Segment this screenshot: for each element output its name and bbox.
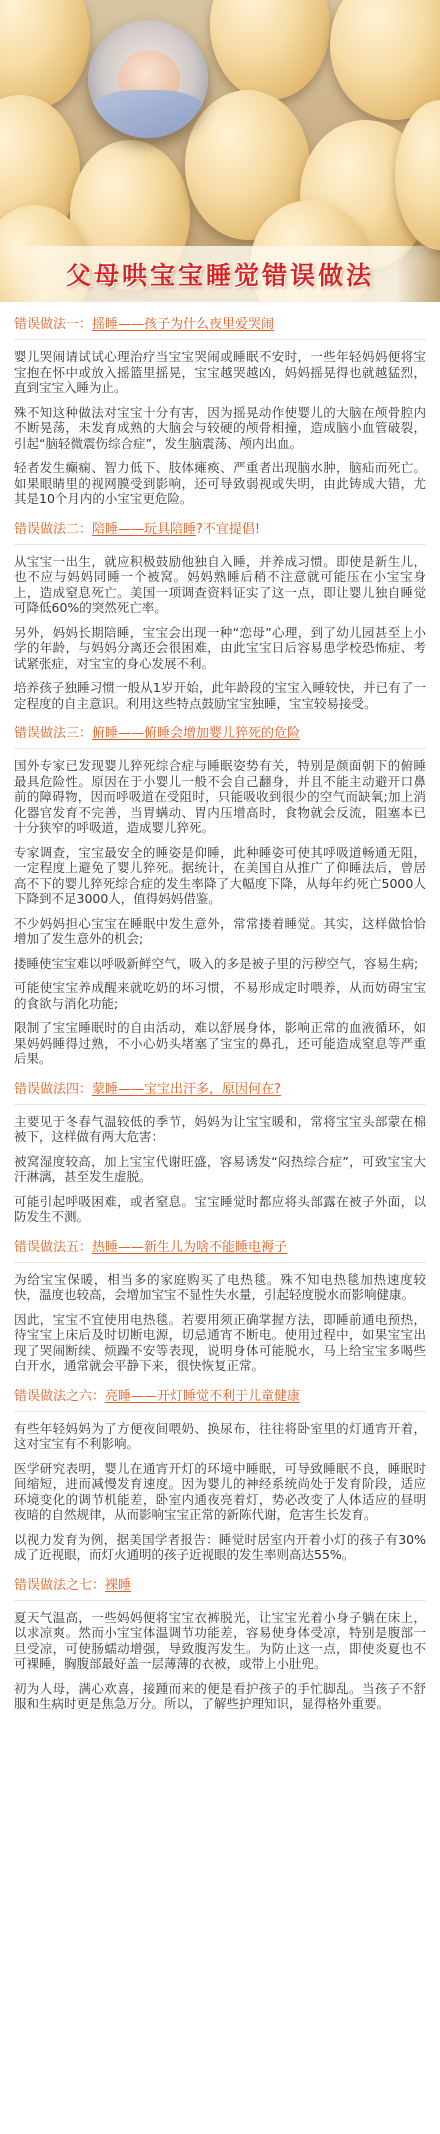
paragraph: 以视力发育为例，据美国学者报告：睡觉时居室内开着小灯的孩子有30%成了近视眼，而灯火通明的孩子近视眼的发生率则高达55%。 xyxy=(14,1531,426,1562)
paragraph: 因此，宝宝不宜使用电热毯。若要用须正确掌握方法，即睡前通电预热，待宝宝上床后及时切断电源，切忌通宵不断电。使用过程中，如果宝宝出现了哭闹断续、烦躁不安等表现，说明身体可能脱水，马上给宝宝多喝些白开水，通常就会平静下来，很快恢复正常。 xyxy=(14,1311,426,1373)
sleeping-baby-image xyxy=(88,20,208,138)
heading-link[interactable]: 摇睡——孩子为什么夜里爱哭闹 xyxy=(92,317,275,332)
heading-link[interactable]: 陪睡——玩具陪睡 xyxy=(92,521,197,537)
paragraph: 为给宝宝保暖，相当多的家庭购买了电热毯。殊不知电热毯加热速度较快，温度也较高，会增加宝宝不显性失水量，引起轻度脱水而影响健康。 xyxy=(14,1271,426,1302)
heading-prefix: 错误做法之七： xyxy=(14,1577,106,1593)
egg-shape xyxy=(0,0,90,110)
heading-prefix: 错误做法之六： xyxy=(14,1388,106,1404)
section-covered-head xyxy=(14,1079,426,1225)
section-heading xyxy=(14,1237,426,1263)
egg-shape xyxy=(330,0,440,120)
paragraph: 医学研究表明，婴儿在通宵开灯的环境中睡眠，可导致睡眠不良，睡眠时间缩短，进而减慢发育速度。因为婴儿的神经系统尚处于发育阶段，适应环境变化的调节机能差，卧室内通夜亮着灯，势必改变了人体适应的昼明夜暗的自然规律，从而影响宝宝正常的新陈代谢，危害生长发育。 xyxy=(14,1460,426,1522)
section-rocking xyxy=(14,314,426,507)
paragraph: 限制了宝宝睡眠时的自由活动，难以舒展身体，影响正常的血液循环，如果妈妈睡得过熟，不小心奶头堵塞了宝宝的鼻孔，还可能造成窒息等严重后果。 xyxy=(14,1020,426,1066)
heading-link[interactable]: 热睡——新生儿为啥不能睡电褥子 xyxy=(92,1239,288,1255)
paragraph: 夏天气温高，一些妈妈便将宝宝衣裤脱光，让宝宝光着小身子躺在床上，以求凉爽。然而小宝宝体温调节功能差，容易使身体受凉，特别是腹部一旦受凉，可使肠蠕动增强，导致腹泻发生。为防止这一点，即使炎夏也不可裸睡，胸腹部最好盖一层薄薄的衣被，或带上小肚兜。 xyxy=(14,1609,426,1671)
section-heading xyxy=(14,1079,426,1105)
paragraph: 初为人母，满心欢喜，接踵而来的便是看护孩子的手忙脚乱。当孩子不舒服和生病时更是焦急万分。所以，了解些护理知识，显得格外重要。 xyxy=(14,1680,426,1711)
egg-shape xyxy=(210,0,330,100)
paragraph: 殊不知这种做法对宝宝十分有害，因为摇晃动作使婴儿的大脑在颅骨腔内不断晃荡，未发育成熟的大脑会与较硬的颅骨相撞，造成脑小血管破裂，引起“脑轻微震伤综合症”，发生脑震荡、颅内出血。 xyxy=(14,404,426,451)
paragraph: 主要见于冬春气温较低的季节，妈妈为让宝宝暖和，常将宝宝头部蒙在棉被下，这样做有两大危害： xyxy=(14,1113,426,1144)
paragraph: 可能引起呼吸困难，或者窒息。宝宝睡觉时都应将头部露在被子外面，以防发生不测。 xyxy=(14,1193,426,1224)
paragraph: 专家调查，宝宝最安全的睡姿是仰睡，此种睡姿可使其呼吸道畅通无阻，一定程度上避免了婴儿猝死。据统计，在美国自从推广了仰睡法后，曾居高不下的婴儿猝死综合症的发生率降了大幅度下降，从每年约死亡5000人下降到不足3000人，值得妈妈借鉴。 xyxy=(14,844,426,906)
section-heading xyxy=(14,723,426,749)
section-naked-sleeping xyxy=(14,1575,426,1712)
header-image xyxy=(0,0,440,302)
section-heading xyxy=(14,314,426,340)
title-banner xyxy=(0,246,440,302)
heading-prefix: 错误做法二： xyxy=(14,521,93,537)
paragraph: 轻者发生癫痫、智力低下、肢体瘫痪、严重者出现脑水肿，脑疝而死亡。如果眼睛里的视网膜受到影响，还可导致弱视或失明，由此铸成大错，尤其是10个月内的小宝宝更危险。 xyxy=(14,460,426,506)
section-co-sleeping xyxy=(14,519,426,712)
section-prone-sleeping xyxy=(14,723,426,1067)
heading-link[interactable]: 裸睡 xyxy=(105,1577,132,1593)
section-heading xyxy=(14,519,426,545)
heading-link[interactable]: 俯睡——俯睡会增加婴儿猝死的危险 xyxy=(92,726,301,741)
section-heated-sleeping xyxy=(14,1237,426,1374)
baby-blanket xyxy=(88,90,208,138)
page-title: 父母哄宝宝睡觉错误做法 xyxy=(65,261,374,290)
section-heading xyxy=(14,1575,426,1601)
paragraph: 有些年轻妈妈为了方便夜间喂奶、换尿布，往往将卧室里的灯通宵开着，这对宝宝有不利影响。 xyxy=(14,1420,426,1451)
paragraph: 不少妈妈担心宝宝在睡眠中发生意外，常常搂着睡觉。其实，这样做恰恰增加了发生意外的机会; xyxy=(14,915,426,946)
heading-prefix: 错误做法四： xyxy=(14,1081,93,1097)
paragraph: 可能使宝宝养成醒来就吃奶的坏习惯，不易形成定时喂养，从而妨碍宝宝的食欲与消化功能; xyxy=(14,980,426,1011)
paragraph: 从宝宝一出生，就应积极鼓励他独自入睡，并养成习惯。即使是新生儿，也不应与妈妈同睡一个被窝。妈妈熟睡后稍不注意就可能压在小宝宝身上，造成窒息死亡。美国一项调查资料证实了这一点，即让婴儿独自睡觉可降低60%的突然死亡率。 xyxy=(14,553,426,615)
paragraph: 另外，妈妈长期陪睡，宝宝会出现一种“恋母”心理，到了幼儿园甚至上小学的年龄，与妈妈分离还会很困难，由此宝宝日后容易患学校恐怖症、考试紧张症，对宝宝的身心发展不利。 xyxy=(14,624,426,671)
section-light-on-sleeping xyxy=(14,1386,426,1563)
heading-suffix: ?不宜提倡! xyxy=(196,521,261,537)
section-heading xyxy=(14,1386,426,1412)
heading-link[interactable]: 蒙睡——宝宝出汗多，原因何在? xyxy=(92,1081,281,1097)
article-body xyxy=(0,302,440,1712)
heading-prefix: 错误做法五： xyxy=(14,1239,93,1255)
heading-link[interactable]: 亮睡——开灯睡觉不利于儿童健康 xyxy=(105,1388,301,1404)
paragraph: 国外专家已发现婴儿猝死综合症与睡眠姿势有关，特别是颜面朝下的俯睡最具危险性。原因在于小婴儿一般不会自己翻身，并且不能主动避开口鼻前的障碍物，因而呼吸道在受阻时，只能吸收到很少的空气而缺氧;加上消化器官发育不完善，当胃螨动、胃内压增高时，食物就会反流，阻塞本已十分狭窄的呼吸道，造成婴儿猝死。 xyxy=(14,758,426,835)
paragraph: 婴儿哭闹请试试心理治疗当宝宝哭闹或睡眠不安时，一些年轻妈妈便将宝宝抱在怀中或放入摇篮里摇晃，宝宝越哭越凶，妈妈摇晃得也就越猛烈，直到宝宝入睡为止。 xyxy=(14,349,426,395)
paragraph: 被窝湿度较高，加上宝宝代谢旺盛，容易诱发“闷热综合症”，可致宝宝大汗淋漓，甚至发生虚脱。 xyxy=(14,1153,426,1184)
paragraph: 培养孩子独睡习惯一般从1岁开始，此年龄段的宝宝入睡较快，并已有了一定程度的自主意识。利用这些特点鼓励宝宝独睡，宝宝较易接受。 xyxy=(14,680,426,711)
paragraph: 搂睡使宝宝难以呼吸新鲜空气，吸入的多是被子里的污秽空气，容易生病; xyxy=(14,955,419,971)
heading-prefix: 错误做法三： xyxy=(14,726,93,741)
heading-prefix: 错误做法一： xyxy=(14,317,93,332)
